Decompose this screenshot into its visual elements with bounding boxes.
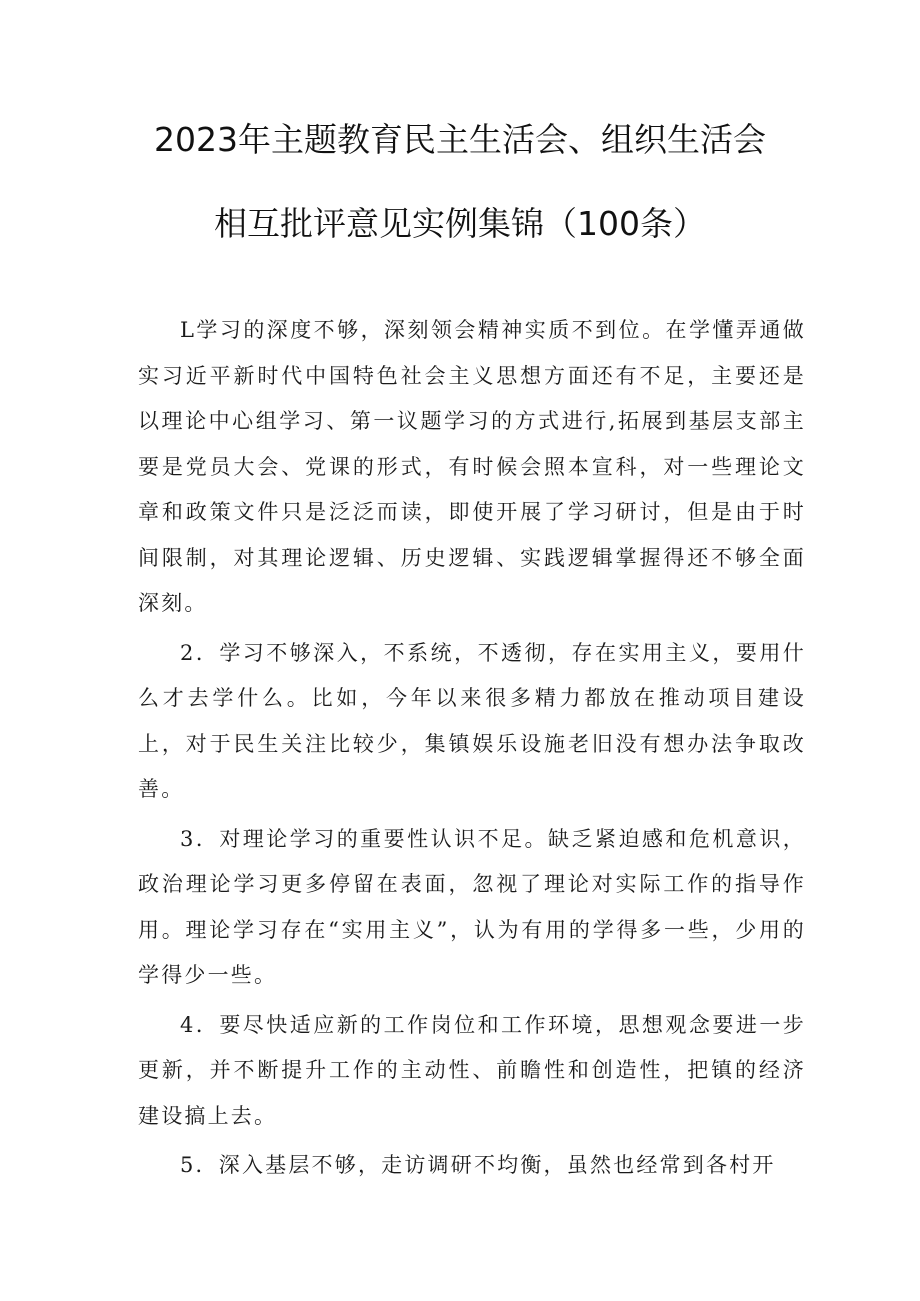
paragraph-4: 4．要尽快适应新的工作岗位和工作环境，思想观念要进一步更新，并不断提升工作的主动性、前瞻性和创造性，把镇的经济建设搞上去。 — [138, 1012, 806, 1128]
paragraph-1: L学习的深度不够，深刻领会精神实质不到位。在学懂弄通做实习近平新时代中国特色社会主义思想方面还有不足，主要还是以理论中心组学习、第一议题学习的方式进行,拓展到基层支部主要是党员大会、党课的形式，有时候会照本宣科，对一些理论文章和政策文件只是泛泛而读，即使开展了学习研讨，但是由于时间限制，对其理论逻辑、历史逻辑、实践逻辑掌握得还不够全面深刻。 — [138, 318, 806, 615]
paragraph-3: 3．对理论学习的重要性认识不足。缺乏紧迫感和危机意识，政治理论学习更多停留在表面，忽视了理论对实际工作的指导作用。理论学习存在“实用主义”，认为有用的学得多一些，少用的学得少一些。 — [138, 826, 806, 987]
paragraph-2: 2．学习不够深入，不系统，不透彻，存在实用主义，要用什么才去学什么。比如，今年以来很多精力都放在推动项目建设上，对于民生关注比较少，集镇娱乐设施老旧没有想办法争取改善。 — [138, 640, 806, 801]
document-title-line-1: 2023年主题教育民主生活会、组织生活会 — [154, 120, 766, 159]
document-title-line-2: 相互批评意见实例集锦（100条） — [214, 204, 706, 243]
paragraph-5: 5．深入基层不够，走访调研不均衡，虽然也经常到各村开 — [180, 1153, 776, 1177]
document-body — [138, 308, 806, 1193]
